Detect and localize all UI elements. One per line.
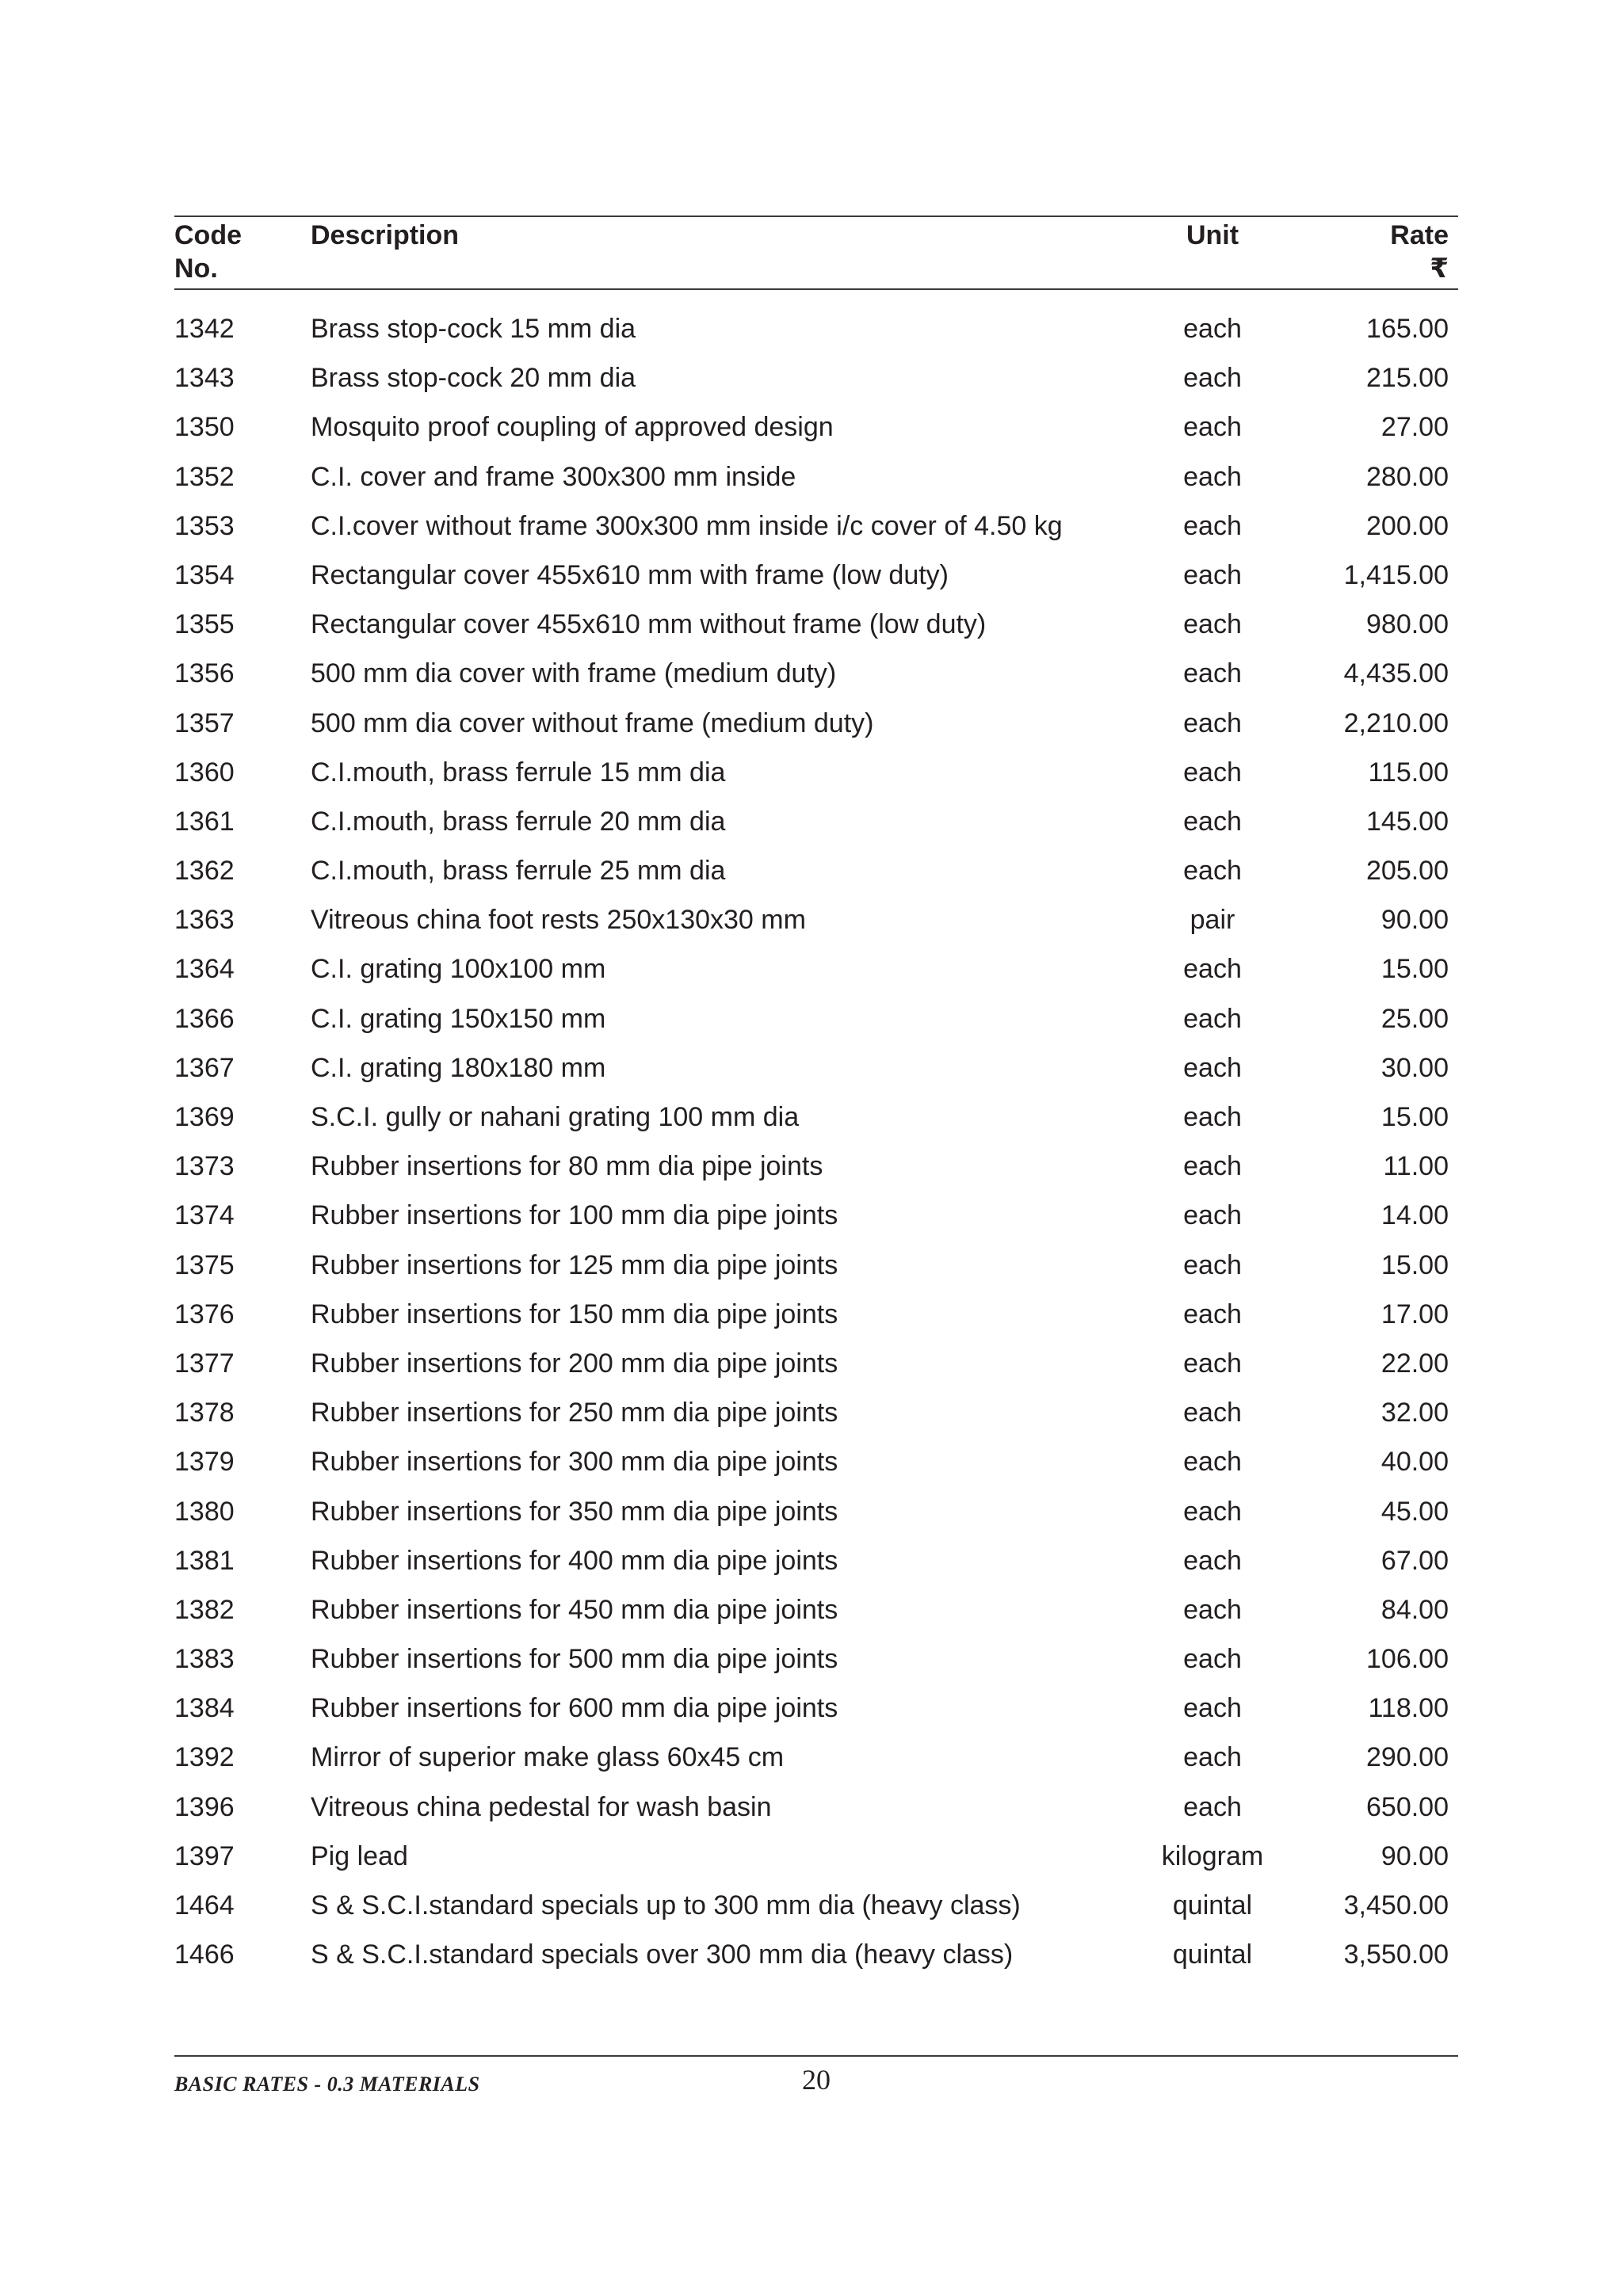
row-description: C.I.mouth, brass ferrule 25 mm dia: [311, 856, 726, 887]
row-description: Brass stop-cock 20 mm dia: [311, 363, 636, 394]
row-description: Vitreous china pedestal for wash basin: [311, 1791, 772, 1822]
table-row: [174, 1930, 1458, 1979]
table-row: [174, 600, 1458, 649]
row-code: 1374: [174, 1200, 235, 1231]
row-unit: each: [1183, 1594, 1242, 1625]
row-description: Rubber insertions for 200 mm dia pipe joints: [311, 1348, 838, 1379]
row-unit: each: [1183, 757, 1242, 788]
table-row: [174, 1783, 1458, 1832]
row-code: 1361: [174, 806, 235, 837]
table-row: [174, 1536, 1458, 1585]
row-code: 1357: [174, 707, 235, 738]
row-description: S.C.I. gully or nahani grating 100 mm dia: [311, 1102, 800, 1132]
row-unit: each: [1183, 1052, 1242, 1083]
row-unit: each: [1183, 1348, 1242, 1379]
row-unit: each: [1183, 954, 1242, 985]
row-rate: 90.00: [1381, 905, 1449, 936]
row-description: Rubber insertions for 500 mm dia pipe joints: [311, 1644, 838, 1675]
row-description: C.I.cover without frame 300x300 mm inside i/c cover of 4.50 kg: [311, 510, 1063, 541]
row-rate: 290.00: [1366, 1742, 1449, 1773]
row-unit: each: [1183, 658, 1242, 689]
row-rate: 145.00: [1366, 806, 1449, 837]
row-rate: 15.00: [1381, 1249, 1449, 1280]
row-unit: each: [1183, 1447, 1242, 1478]
row-code: 1377: [174, 1348, 235, 1379]
row-code: 1343: [174, 363, 235, 394]
table-row: [174, 1684, 1458, 1733]
row-rate: 27.00: [1381, 412, 1449, 443]
row-unit: each: [1183, 806, 1242, 837]
row-code: 1381: [174, 1545, 235, 1576]
row-rate: 40.00: [1381, 1447, 1449, 1478]
row-unit: each: [1183, 1496, 1242, 1527]
table-row: [174, 895, 1458, 944]
row-code: 1397: [174, 1840, 235, 1871]
table-row: [174, 1241, 1458, 1290]
row-code: 1383: [174, 1644, 235, 1675]
row-code: 1369: [174, 1102, 235, 1132]
row-rate: 17.00: [1381, 1299, 1449, 1329]
row-code: 1353: [174, 510, 235, 541]
row-code: 1464: [174, 1890, 235, 1920]
row-rate: 84.00: [1381, 1594, 1449, 1625]
row-description: Mosquito proof coupling of approved design: [311, 412, 834, 443]
row-unit: each: [1183, 856, 1242, 887]
row-rate: 1,415.00: [1343, 559, 1449, 590]
row-unit: each: [1183, 1545, 1242, 1576]
row-unit: each: [1183, 1791, 1242, 1822]
table-row: [174, 1093, 1458, 1142]
row-rate: 3,550.00: [1343, 1939, 1449, 1970]
table-row: [174, 1634, 1458, 1684]
row-code: 1396: [174, 1791, 235, 1822]
row-rate: 32.00: [1381, 1398, 1449, 1428]
row-description: C.I. cover and frame 300x300 mm inside: [311, 461, 796, 492]
table-top-rule: [174, 215, 1458, 217]
row-rate: 30.00: [1381, 1052, 1449, 1083]
row-code: 1366: [174, 1003, 235, 1034]
row-rate: 90.00: [1381, 1840, 1449, 1871]
row-description: Rubber insertions for 600 mm dia pipe joints: [311, 1693, 838, 1724]
table-row: [174, 1487, 1458, 1536]
row-description: Rubber insertions for 450 mm dia pipe joints: [311, 1594, 838, 1625]
row-rate: 45.00: [1381, 1496, 1449, 1527]
row-rate: 67.00: [1381, 1545, 1449, 1576]
table-row: [174, 1290, 1458, 1339]
table-row: [174, 1733, 1458, 1782]
row-description: Pig lead: [311, 1840, 408, 1871]
row-unit: each: [1183, 1003, 1242, 1034]
row-description: C.I. grating 100x100 mm: [311, 954, 606, 985]
row-unit: each: [1183, 1693, 1242, 1724]
row-rate: 3,450.00: [1343, 1890, 1449, 1920]
table-row: [174, 649, 1458, 698]
table-row: [174, 452, 1458, 502]
table-row: [174, 402, 1458, 452]
row-code: 1376: [174, 1299, 235, 1329]
row-code: 1362: [174, 856, 235, 887]
row-description: Vitreous china foot rests 250x130x30 mm: [311, 905, 806, 936]
row-unit: each: [1183, 707, 1242, 738]
row-unit: each: [1183, 609, 1242, 640]
row-code: 1355: [174, 609, 235, 640]
row-unit: each: [1183, 363, 1242, 394]
row-unit: each: [1183, 559, 1242, 590]
rates-table-body: [174, 304, 1458, 1979]
row-rate: 25.00: [1381, 1003, 1449, 1034]
row-code: 1364: [174, 954, 235, 985]
row-rate: 15.00: [1381, 1102, 1449, 1132]
row-rate: 650.00: [1366, 1791, 1449, 1822]
row-code: 1392: [174, 1742, 235, 1773]
header-code: Code No.: [174, 220, 242, 284]
row-code: 1342: [174, 314, 235, 344]
row-rate: 118.00: [1368, 1693, 1449, 1724]
row-code: 1380: [174, 1496, 235, 1527]
row-rate: 200.00: [1366, 510, 1449, 541]
row-unit: each: [1183, 412, 1242, 443]
page-number: 20: [802, 2064, 831, 2096]
row-unit: quintal: [1172, 1890, 1253, 1920]
row-rate: 14.00: [1381, 1200, 1449, 1231]
row-code: 1360: [174, 757, 235, 788]
table-row: [174, 1339, 1458, 1388]
row-code: 1466: [174, 1939, 235, 1970]
row-rate: 205.00: [1366, 856, 1449, 887]
header-bottom-rule: [174, 288, 1458, 290]
row-description: Rectangular cover 455x610 mm without frame (low duty): [311, 609, 987, 640]
table-row: [174, 1142, 1458, 1191]
table-row: [174, 1043, 1458, 1093]
table-row: [174, 1881, 1458, 1930]
row-code: 1378: [174, 1398, 235, 1428]
row-code: 1379: [174, 1447, 235, 1478]
table-row: [174, 1437, 1458, 1486]
row-description: Rubber insertions for 250 mm dia pipe joints: [311, 1398, 838, 1428]
row-description: 500 mm dia cover with frame (medium duty): [311, 658, 837, 689]
row-description: S & S.C.I.standard specials up to 300 mm dia (heavy class): [311, 1890, 1021, 1920]
row-description: C.I.mouth, brass ferrule 15 mm dia: [311, 757, 726, 788]
row-unit: each: [1183, 1299, 1242, 1329]
row-description: Rubber insertions for 400 mm dia pipe joints: [311, 1545, 838, 1576]
row-code: 1363: [174, 905, 235, 936]
row-description: C.I.mouth, brass ferrule 20 mm dia: [311, 806, 726, 837]
header-rate: Rate ₹: [1390, 220, 1449, 284]
footer-rule: [174, 2055, 1458, 2057]
row-unit: kilogram: [1161, 1840, 1264, 1871]
table-row: [174, 994, 1458, 1043]
header-description: Description: [311, 220, 460, 250]
row-code: 1382: [174, 1594, 235, 1625]
row-unit: each: [1183, 1200, 1242, 1231]
row-code: 1373: [174, 1151, 235, 1182]
table-row: [174, 748, 1458, 797]
row-unit: each: [1183, 314, 1242, 344]
table-row: [174, 797, 1458, 846]
row-unit: pair: [1190, 905, 1235, 936]
row-description: Rubber insertions for 80 mm dia pipe joints: [311, 1151, 823, 1182]
row-unit: each: [1183, 461, 1242, 492]
row-description: Rubber insertions for 125 mm dia pipe joints: [311, 1249, 838, 1280]
row-description: C.I. grating 180x180 mm: [311, 1052, 606, 1083]
table-row: [174, 551, 1458, 600]
row-description: 500 mm dia cover without frame (medium duty): [311, 707, 874, 738]
row-description: Brass stop-cock 15 mm dia: [311, 314, 636, 344]
row-description: C.I. grating 150x150 mm: [311, 1003, 606, 1034]
row-code: 1384: [174, 1693, 235, 1724]
footer-section-title: BASIC RATES - 0.3 MATERIALS: [174, 2073, 480, 2096]
row-description: Rubber insertions for 100 mm dia pipe joints: [311, 1200, 838, 1231]
row-unit: each: [1183, 1102, 1242, 1132]
row-code: 1350: [174, 412, 235, 443]
row-rate: 106.00: [1366, 1644, 1449, 1675]
row-code: 1367: [174, 1052, 235, 1083]
table-row: [174, 304, 1458, 353]
row-unit: each: [1183, 1151, 1242, 1182]
row-description: Rubber insertions for 300 mm dia pipe joints: [311, 1447, 838, 1478]
row-description: Rubber insertions for 350 mm dia pipe joints: [311, 1496, 838, 1527]
table-row: [174, 353, 1458, 402]
table-row: [174, 502, 1458, 551]
row-unit: each: [1183, 510, 1242, 541]
row-rate: 15.00: [1381, 954, 1449, 985]
row-rate: 115.00: [1368, 757, 1449, 788]
row-unit: each: [1183, 1742, 1242, 1773]
table-row: [174, 1585, 1458, 1634]
row-unit: each: [1183, 1249, 1242, 1280]
table-row: [174, 1388, 1458, 1437]
table-row: [174, 944, 1458, 994]
table-row: [174, 846, 1458, 895]
table-row: [174, 699, 1458, 748]
header-unit: Unit: [1186, 220, 1239, 250]
row-code: 1356: [174, 658, 235, 689]
row-rate: 980.00: [1366, 609, 1449, 640]
row-description: Rectangular cover 455x610 mm with frame (low duty): [311, 559, 949, 590]
row-description: Rubber insertions for 150 mm dia pipe joints: [311, 1299, 838, 1329]
row-unit: each: [1183, 1644, 1242, 1675]
row-rate: 2,210.00: [1343, 707, 1449, 738]
row-rate: 22.00: [1381, 1348, 1449, 1379]
row-code: 1375: [174, 1249, 235, 1280]
row-unit: quintal: [1172, 1939, 1253, 1970]
row-rate: 280.00: [1366, 461, 1449, 492]
row-code: 1354: [174, 559, 235, 590]
table-row: [174, 1191, 1458, 1240]
row-unit: each: [1183, 1398, 1242, 1428]
row-description: Mirror of superior make glass 60x45 cm: [311, 1742, 785, 1773]
row-rate: 165.00: [1366, 314, 1449, 344]
table-row: [174, 1832, 1458, 1881]
row-code: 1352: [174, 461, 235, 492]
row-rate: 11.00: [1383, 1151, 1449, 1182]
row-description: S & S.C.I.standard specials over 300 mm dia (heavy class): [311, 1939, 1014, 1970]
row-rate: 215.00: [1366, 363, 1449, 394]
row-rate: 4,435.00: [1343, 658, 1449, 689]
